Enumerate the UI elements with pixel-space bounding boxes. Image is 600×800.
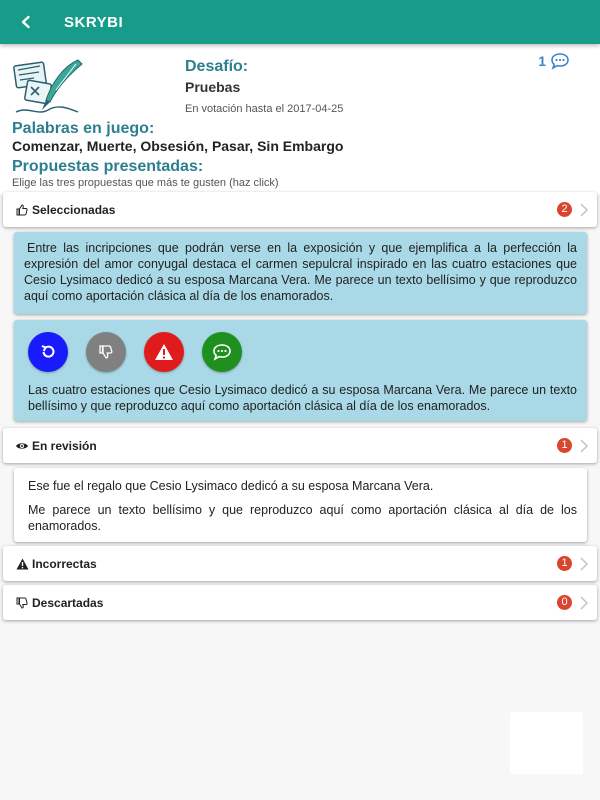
chevron-right-icon [579, 595, 589, 611]
comment-count: 1 [538, 53, 546, 69]
thumbs-up-icon [15, 203, 29, 217]
section-discarded-count: 0 [557, 595, 572, 610]
section-discarded-label: Descartadas [32, 595, 104, 610]
section-discarded[interactable] [3, 585, 597, 620]
proposal-text: Me parece un texto bellísimo y que reproduzco aquí como aportación clásica al día de los enamorados. [28, 503, 577, 533]
dislike-button[interactable] [86, 332, 126, 372]
thumbs-down-icon [98, 344, 114, 360]
words-label: Palabras en juego: [12, 120, 155, 137]
challenge-header [0, 44, 600, 194]
proposal-card-review[interactable] [14, 468, 587, 542]
warning-icon [15, 557, 29, 571]
section-selected[interactable] [3, 192, 597, 227]
proposal-card-selected-1[interactable] [14, 232, 587, 314]
proposals-label: Propuestas presentadas: [12, 158, 204, 175]
chevron-right-icon [579, 202, 589, 218]
proposal-text: Entre las incripciones que podrán verse en la exposición y que ejemplifica a la perfección la expresión del amor conyugal destaca el carmen sepulcral inspirado en las cuatro estaciones que Cesio Lysimaco dedicó a su esposa Marcana Vera. Me parece un texto bellísimo y que reproduzco aquí como aportación clásica al día de los enamorados. [24, 241, 577, 303]
report-button[interactable] [144, 332, 184, 372]
section-review-label: En revisión [32, 438, 97, 453]
eye-icon [15, 439, 29, 453]
arrow-left-icon [19, 15, 33, 29]
proposal-text: Ese fue el regalo que Cesio Lysimaco dedicó a su esposa Marcana Vera. [28, 479, 434, 493]
proposals-hint: Elige las tres propuestas que más te gusten (haz click) [12, 177, 279, 189]
chevron-right-icon [579, 556, 589, 572]
blank-panel [510, 712, 583, 774]
section-incorrect-count: 1 [557, 556, 572, 571]
back-button[interactable] [0, 0, 52, 44]
section-incorrect-label: Incorrectas [32, 556, 97, 571]
section-selected-label: Seleccionadas [32, 202, 116, 217]
undo-icon [39, 343, 57, 361]
chevron-right-icon [579, 438, 589, 454]
undo-button[interactable] [28, 332, 68, 372]
warning-icon [154, 343, 174, 361]
challenge-info [185, 58, 343, 115]
section-review[interactable] [3, 428, 597, 463]
app-title: SKRYBI [64, 13, 124, 31]
section-selected-count: 2 [557, 202, 572, 217]
words-value: Comenzar, Muerte, Obsesión, Pasar, Sin Embargo [12, 138, 344, 154]
proposal-text: Las cuatro estaciones que Cesio Lysimaco dedicó a su esposa Marcana Vera. Me parece un texto bellísimo y que reproduzco aquí como aportación clásica al día de los enamorados. [28, 383, 577, 413]
comments-button[interactable] [538, 52, 570, 70]
proposal-actions [28, 332, 260, 372]
comment-bubble-icon [550, 52, 570, 70]
section-incorrect[interactable] [3, 546, 597, 581]
voting-deadline: En votación hasta el 2017-04-25 [185, 103, 344, 115]
challenge-name: Pruebas [185, 79, 241, 95]
app-bar [0, 0, 600, 44]
comment-icon [212, 343, 232, 361]
comment-button[interactable] [202, 332, 242, 372]
thumbs-down-icon [15, 596, 29, 610]
section-review-count: 1 [557, 438, 572, 453]
challenge-label: Desafío: [185, 58, 249, 75]
app-logo [12, 56, 84, 120]
